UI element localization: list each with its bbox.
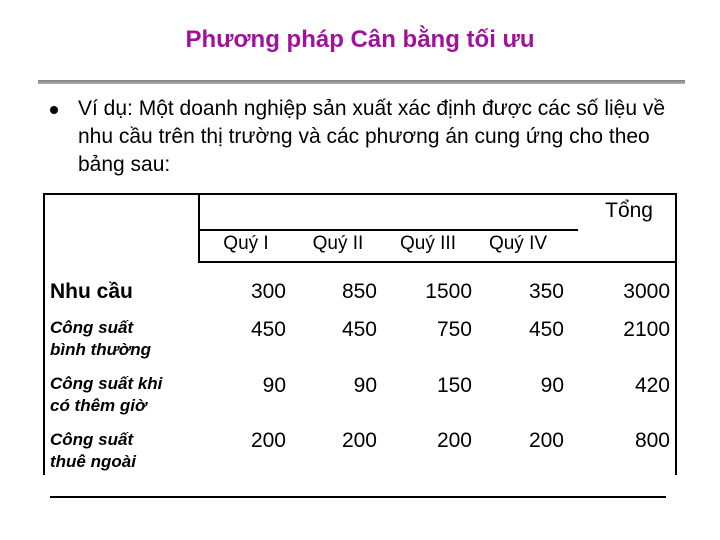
table-cell: 90 [262,374,286,397]
table-cell: 850 [341,280,377,303]
title-divider [38,80,685,84]
table-cell: 450 [528,318,564,341]
table-cell-total: 3000 [623,280,670,303]
row-label-line: bình thường [50,340,151,359]
table-cell: 450 [341,318,377,341]
table-cell: 90 [353,374,377,397]
table-cell: 750 [436,318,472,341]
table-cell: 150 [436,374,472,397]
bullet-text: Ví dụ: Một doanh nghiệp sản xuất xác định được các số liệu về nhu cầu trên thị trường và các phương án cung ứng cho theo bảng sau: [78,97,666,176]
table-cell: 350 [528,280,564,303]
quarter-header-3: Quý III [400,233,456,254]
quarter-header-2: Quý II [312,233,364,254]
table-cell: 1500 [425,280,472,303]
table-cell: 200 [250,429,286,452]
row-label-line: có thêm giờ [50,396,147,415]
table-cell-total: 2100 [623,318,670,341]
table-cell-total: 800 [634,429,670,452]
slide-title: Phương pháp Cân bằng tối ưu [185,26,535,53]
row-label-line: Công suất khi [50,374,163,393]
row-label-overtime-capacity [50,373,162,417]
row-label-demand: Nhu cầu [50,280,133,303]
row-label-normal-capacity [50,317,151,361]
row-label-line: Công suất [50,318,134,337]
total-header: Tổng [605,199,653,222]
row-label-line: thuê ngoài [50,452,136,471]
bullet-dot [50,106,58,114]
table-cell: 200 [436,429,472,452]
row-label-line: Công suất [50,430,134,449]
table-header-divider [198,229,578,231]
table-cell: 90 [540,374,564,397]
quarter-header-4: Quý IV [488,233,548,254]
table-cell: 450 [250,318,286,341]
row-label-outsourced-capacity [50,429,136,473]
table-cell: 200 [341,429,377,452]
table-cell: 300 [250,280,286,303]
table-cell: 200 [528,429,564,452]
bottom-divider [50,496,666,498]
table-cell-total: 420 [634,374,670,397]
quarter-header-1: Quý I [223,233,269,254]
